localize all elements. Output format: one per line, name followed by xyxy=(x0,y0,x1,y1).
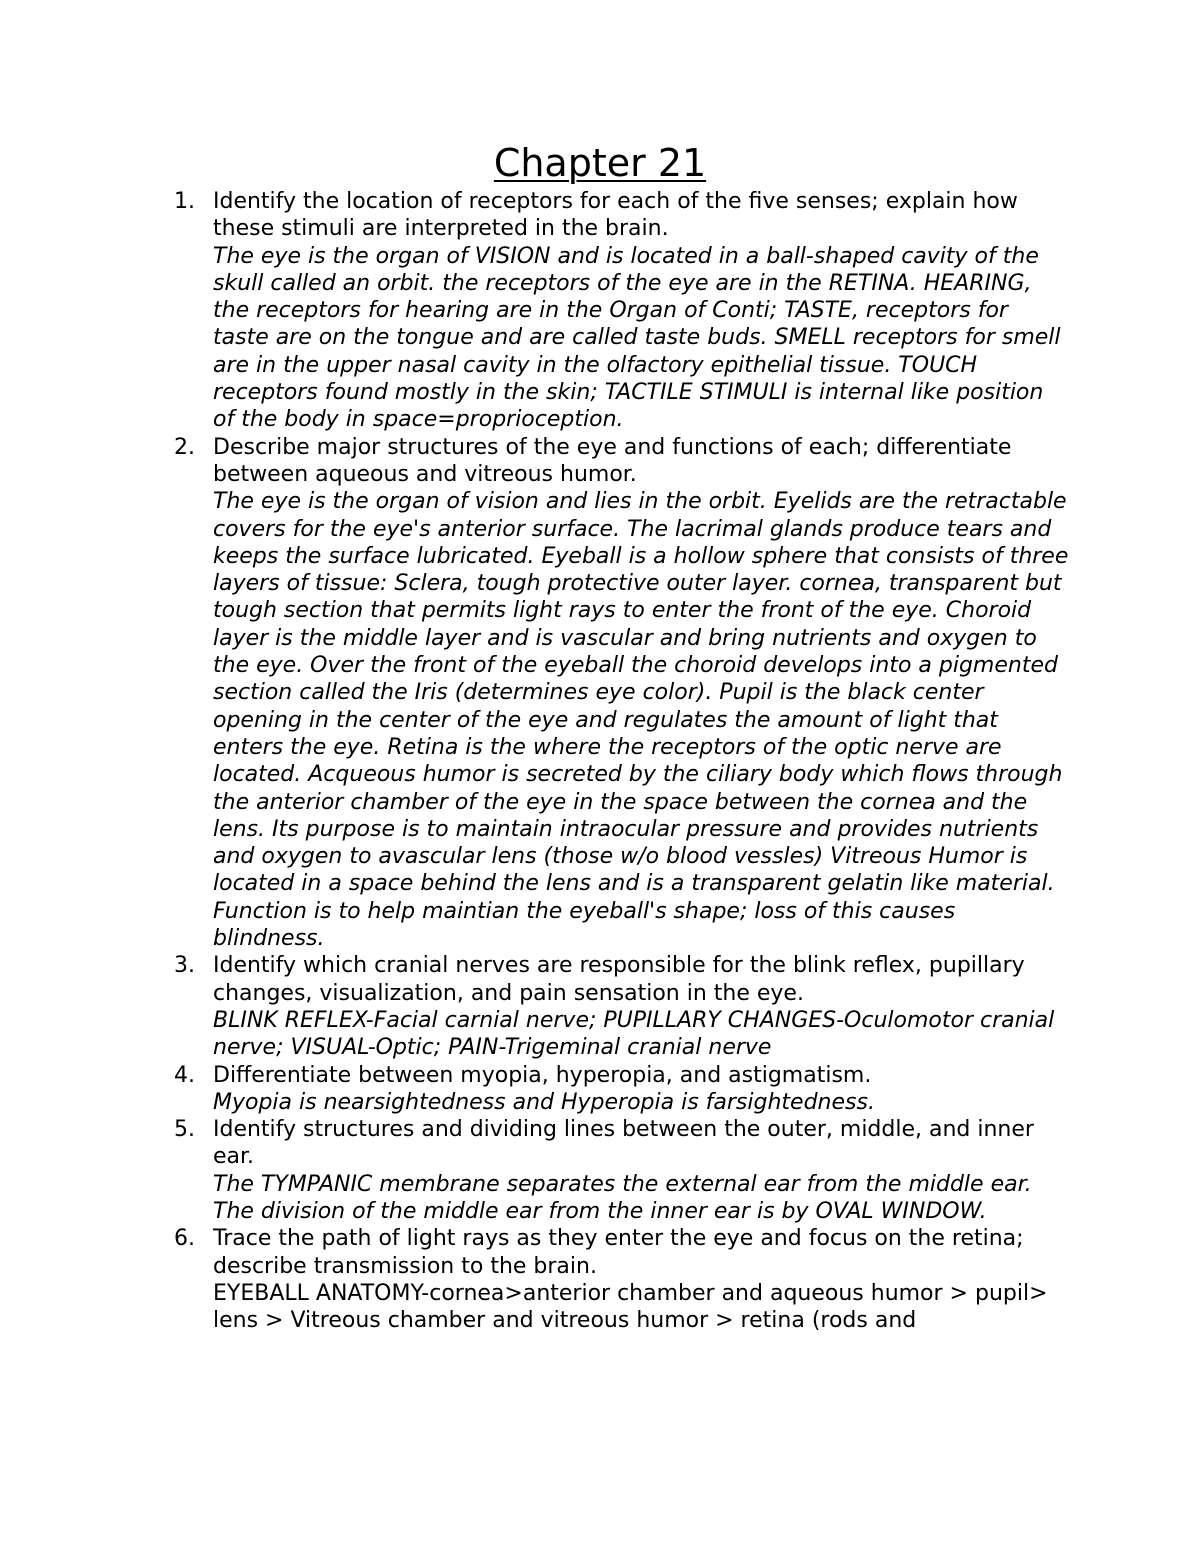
question-text: Identify the location of receptors for each of the five senses; explain how these stimuli are interpreted in the brain. xyxy=(213,189,1018,242)
answer-text: Myopia is nearsightedness and Hyperopia is farsightedness. xyxy=(213,1089,875,1115)
answer-text: The eye is the organ of vision and lies in the orbit. Eyelids are the retractable covers for the eye's anterior surface. The lacrimal glands produce tears and keeps the surface lubricated. Eyeball is a hollow sphere that consists of three layers of tissue: Sclera, tough protective outer layer. cornea, transparent but tough section that permits light rays to enter the front of the eye. Choroid layer is the middle layer and is vascular and bring nutrients and oxygen to the eye. Over the front of the eyeball the choroid develops into a pigmented section called the Iris (determines eye color). Pupil is the black center opening in the center of the eye and regulates the amount of light that enters the eye. Retina is the where the receptors of the optic nerve are located. Acqueous humor is secreted by the ciliary body which flows through the anterior chamber of the eye in the space between the cornea and the lens. Its purpose is to maintain intraocular pressure and provides nutrients and oxygen to avascular lens (those w/o blood vessles) Vitreous Humor is located in a space behind the lens and is a transparent gelatin like material. Function is to help maintian the eyeball's shape; loss of this causes blindness. xyxy=(213,489,1069,952)
question-text: Trace the path of light rays as they enter the eye and focus on the retina; describe transmission to the brain. xyxy=(213,1226,1024,1279)
question-number: 5. xyxy=(174,1117,195,1143)
question-item-5 xyxy=(170,1116,1070,1225)
question-number: 2. xyxy=(174,434,195,460)
answer-text: The TYMPANIC membrane separates the external ear from the middle ear. The division of the middle ear from the inner ear is by OVAL WINDOW. xyxy=(213,1171,1032,1224)
answer-text: The eye is the organ of VISION and is located in a ball-shaped cavity of the skull called an orbit. the receptors of the eye are in the RETINA. HEARING, the receptors for hearing are in the Organ of Conti; TASTE, receptors for taste are on the tongue and are called taste buds. SMELL receptors for smell are in the upper nasal cavity in the olfactory epithelial tissue. TOUCH receptors found mostly in the skin; TACTILE STIMULI is internal like position of the body in space=proprioception. xyxy=(213,243,1061,433)
page-title: Chapter 21 xyxy=(493,141,707,185)
answer-text: EYEBALL ANATOMY-cornea>anterior chamber and aqueous humor > pupil> lens > Vitreous chamber and vitreous humor > retina (rods and xyxy=(213,1280,1048,1334)
question-item-6 xyxy=(170,1225,1070,1334)
question-item-4 xyxy=(170,1062,1070,1117)
question-item-2 xyxy=(170,434,1070,953)
answer-text: BLINK REFLEX-Facial carnial nerve; PUPILLARY CHANGES-Oculomotor cranial nerve; VISUAL-Optic; PAIN-Trigeminal cranial nerve xyxy=(213,1007,1055,1061)
question-number: 6. xyxy=(174,1226,195,1252)
question-text: Describe major structures of the eye and functions of each; differentiate between aqueous and vitreous humor. xyxy=(213,434,1012,487)
question-item-3 xyxy=(170,952,1070,1061)
question-item-1 xyxy=(170,188,1070,434)
question-number: 4. xyxy=(174,1062,195,1088)
question-number: 1. xyxy=(174,189,195,214)
question-number: 3. xyxy=(174,953,195,979)
question-text: Identify which cranial nerves are responsible for the blink reflex, pupillary changes, visualization, and pain sensation in the eye. xyxy=(213,953,1025,1006)
question-text: Identify structures and dividing lines between the outer, middle, and inner ear. xyxy=(213,1117,1034,1170)
question-text: Differentiate between myopia, hyperopia, and astigmatism. xyxy=(213,1062,872,1088)
question-list xyxy=(170,188,1070,1334)
